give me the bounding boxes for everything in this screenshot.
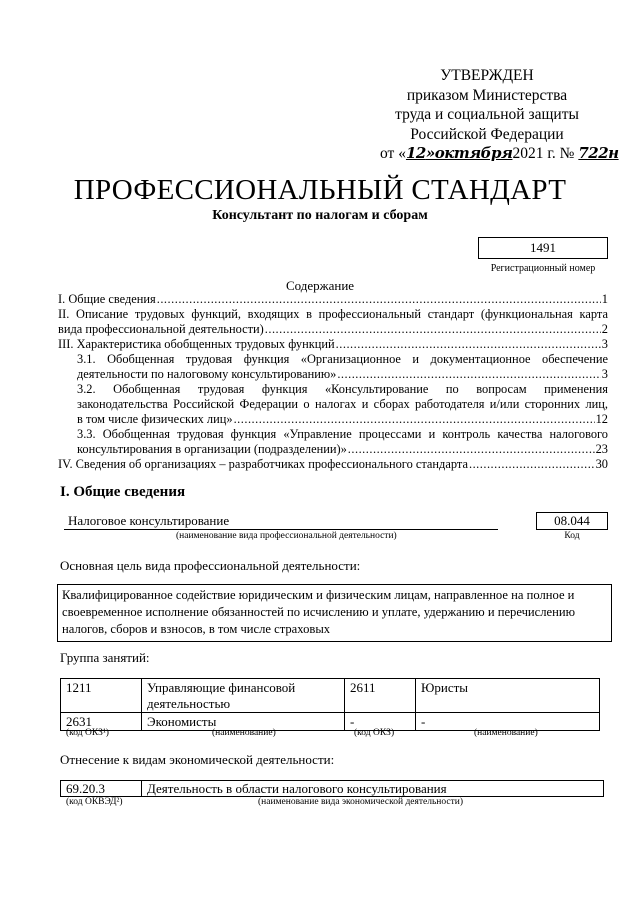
document-title: ПРОФЕССИОНАЛЬНЫЙ СТАНДАРТ	[73, 174, 567, 206]
toc-item[interactable]: 3.1. Обобщенная трудовая функция «Организационное и документационное обеспечение деятельности по налоговому консультированию» ..... 3	[58, 352, 608, 382]
okz-code-caption: (код ОКЗ¹)	[66, 728, 109, 738]
handwritten-order-number: 722н	[578, 144, 619, 162]
okved-code-caption: (код ОКВЭД²)	[66, 797, 123, 807]
okz-name-cell: Управляющие финансовой деятельностью	[142, 679, 345, 713]
goal-label: Основная цель вида профессиональной деятельности:	[60, 558, 361, 573]
okz-name-cell: Юристы	[416, 679, 600, 713]
approval-line: приказом Министерства	[406, 86, 568, 104]
okved-label: Отнесение к видам экономической деятельности:	[60, 752, 335, 767]
toc-item[interactable]: 3.2. Обобщенная трудовая функция «Консультирование по вопросам применения законодательства Российской Федерации о налогах и сборах работодателя и/или сторонних лиц, в том числе физических лиц» ..... 12	[58, 382, 608, 427]
toc-item[interactable]: 3.3. Обобщенная трудовая функция «Управление процессами и контроль качества налогового консультирования в организации (подразделении)» ..... 23	[58, 427, 608, 457]
activity-name-caption: (наименование вида профессиональной деятельности)	[176, 531, 397, 541]
toc-item[interactable]: I. Общие сведения ..... 1	[58, 292, 608, 307]
toc-page: 12	[595, 412, 608, 426]
registration-number-label: Регистрационный номер	[490, 263, 596, 274]
table-row	[61, 679, 600, 713]
okved-table	[60, 780, 604, 797]
okz-code-cell: 1211	[61, 679, 142, 713]
document-subtitle: Консультант по налогам и сборам	[212, 208, 428, 223]
okz-code-cell: 2611	[345, 679, 416, 713]
okz-name-cell: -	[416, 713, 600, 731]
handwritten-month: »октября	[425, 144, 513, 162]
okved-code-cell: 69.20.3	[61, 781, 142, 797]
okz-code-caption: (код ОКЗ)	[354, 728, 395, 738]
toc-item[interactable]: II. Описание трудовых функций, входящих в профессиональный стандарт (функциональная карта вида профессиональной деятельности) ..... 2	[58, 307, 608, 337]
approval-block	[380, 66, 619, 164]
okved-name-cell: Деятельность в области налогового консультирования	[142, 781, 604, 797]
okz-name-caption: (наименование)	[474, 728, 538, 738]
table-of-contents	[58, 292, 608, 472]
registration-number-box: 1491	[478, 237, 608, 259]
code-caption: Код	[564, 531, 580, 541]
toc-page: 2	[601, 322, 608, 336]
toc-page: 1	[601, 292, 608, 306]
okz-code-cell: -	[345, 713, 416, 731]
approval-line: труда и социальной защиты	[395, 106, 579, 123]
toc-page: 3	[601, 367, 608, 381]
goal-text-box: Квалифицированное содействие юридическим и физическим лицам, направленное на полное и своевременное исполнение обязанностей по исчислению и уплате, удержанию и перечислению налогов, сборов и взносов, в том числе страховых	[57, 584, 612, 642]
okz-code-cell: 2631	[61, 713, 142, 731]
toc-page: 23	[595, 442, 608, 456]
approval-date: от «12»октября2021 г. № 722н	[380, 144, 619, 162]
toc-page: 30	[595, 457, 608, 471]
activity-code-box: 08.044	[536, 512, 608, 530]
approval-line: Российской Федерации	[410, 125, 564, 143]
approval-title: УТВЕРЖДЕН	[440, 67, 534, 84]
toc-page: 3	[601, 337, 608, 351]
toc-item[interactable]: IV. Сведения об организациях – разработчиках профессионального стандарта ..... 30	[58, 457, 608, 472]
table-row	[61, 781, 604, 797]
okz-name-caption: (наименование)	[212, 728, 276, 738]
occupation-table	[60, 678, 600, 731]
toc-heading: Содержание	[285, 278, 355, 293]
okved-name-caption: (наименование вида экономической деятельности)	[258, 797, 463, 807]
toc-item[interactable]: III. Характеристика обобщенных трудовых функций ..... 3	[58, 337, 608, 352]
occupation-group-label: Группа занятий:	[60, 650, 150, 665]
activity-name-field: Налоговое консультирование	[64, 512, 498, 530]
section-heading: I. Общие сведения	[60, 484, 186, 500]
okz-name-cell: Экономисты	[142, 713, 345, 731]
handwritten-day: 12	[405, 144, 426, 162]
